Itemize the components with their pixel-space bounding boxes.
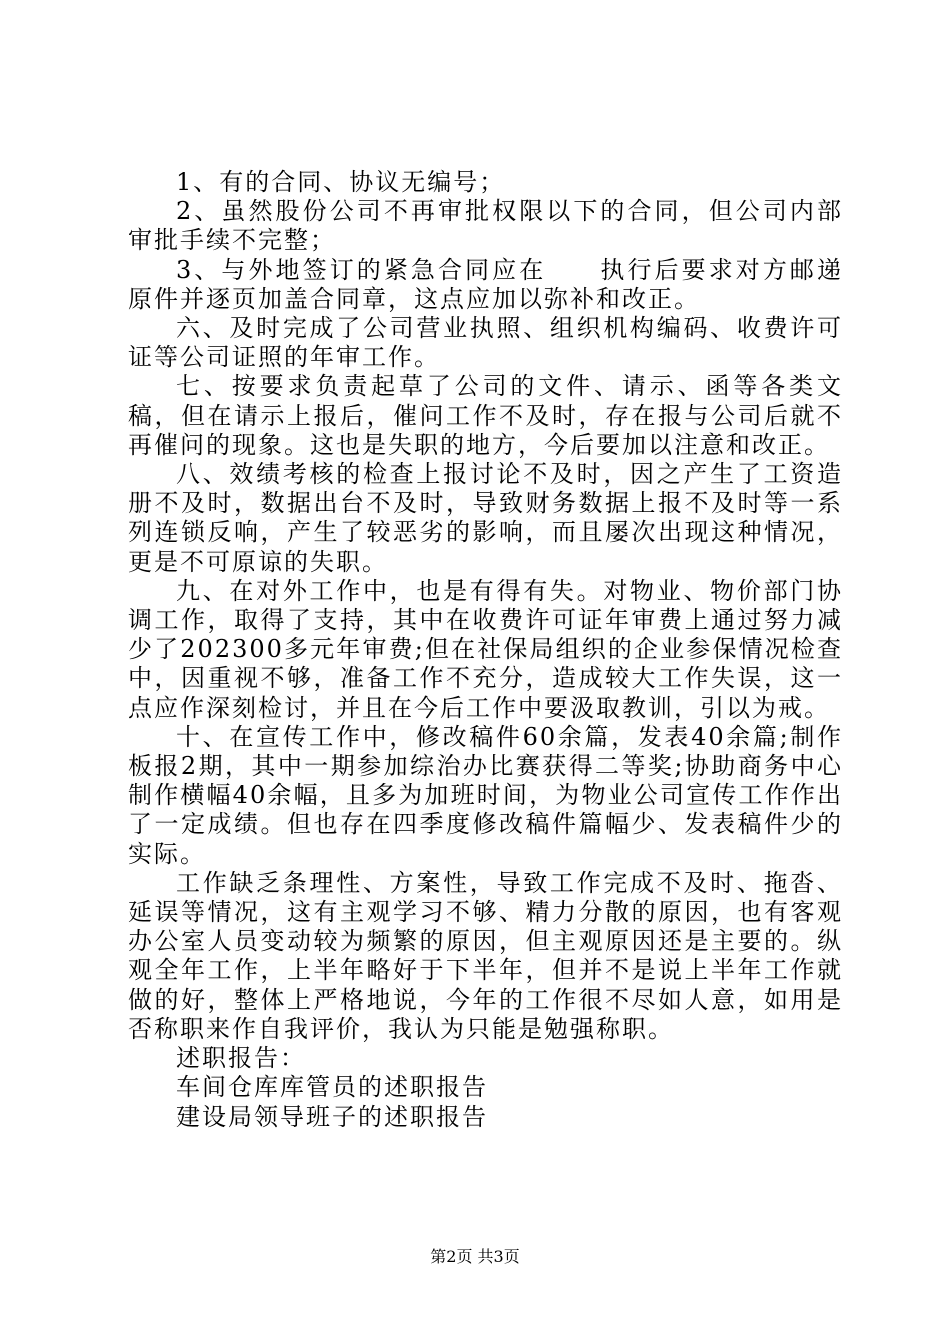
related-link-construction[interactable]: 建设局领导班子的述职报告	[176, 1102, 488, 1131]
related-link-warehouse[interactable]: 车间仓库库管员的述职报告	[176, 1073, 488, 1102]
paragraph-item-3: 3、与外地签订的紧急合同应在 执行后要求对方邮递原件并逐页加盖合同章，这点应加以弥补和改正。	[128, 255, 843, 313]
related-label: 述职报告：	[176, 1044, 306, 1073]
paragraph-item-1: 1、有的合同、协议无编号；	[176, 168, 506, 196]
paragraph-item-2: 2、虽然股份公司不再审批权限以下的合同，但公司内部审批手续不完整；	[128, 197, 843, 255]
paragraph-eight: 八、效绩考核的检查上报讨论不及时，因之产生了工资造册不及时，数据出台不及时，导致财务数据上报不及时等一系列连锁反响，产生了较恶劣的影响，而且屡次出现这种情况，更是不可原谅的失职。	[128, 460, 843, 576]
paragraph-seven: 七、按要求负责起草了公司的文件、请示、函等各类文稿，但在请示上报后，催问工作不及时，存在报与公司后就不再催问的现象。这也是失职的地方，今后要加以注意和改正。	[128, 372, 843, 459]
paragraph-nine: 九、在对外工作中，也是有得有失。对物业、物价部门协调工作，取得了支持，其中在收费许可证年审费上通过努力减少了202300多元年审费;但在社保局组织的企业参保情况检查中，因重视不够，准备工作不充分，造成较大工作失误，这一点应作深刻检讨，并且在今后工作中要汲取教训，引以为戒。	[128, 576, 843, 722]
paragraph-ten: 十、在宣传工作中，修改稿件60余篇，发表40余篇;制作板报2期，其中一期参加综治办比赛获得二等奖;协助商务中心制作横幅40余幅，且多为加班时间，为物业公司宣传工作作出了一定成绩。但也存在四季度修改稿件篇幅少、发表稿件少的实际。	[128, 722, 843, 868]
paragraph-summary: 工作缺乏条理性、方案性，导致工作完成不及时、拖沓、延误等情况，这有主观学习不够、精力分散的原因，也有客观办公室人员变动较为频繁的原因，但主观原因还是主要的。纵观全年工作，上半年略好于下半年，但并不是说上半年工作就做的好，整体上严格地说，今年的工作很不尽如人意，如用是否称职来作自我评价，我认为只能是勉强称职。	[128, 868, 843, 1043]
paragraph-six: 六、及时完成了公司营业执照、组织机构编码、收费许可证等公司证照的年审工作。	[128, 314, 843, 372]
document-body	[128, 168, 843, 1132]
page-indicator: 第2页 共3页	[430, 1247, 520, 1266]
